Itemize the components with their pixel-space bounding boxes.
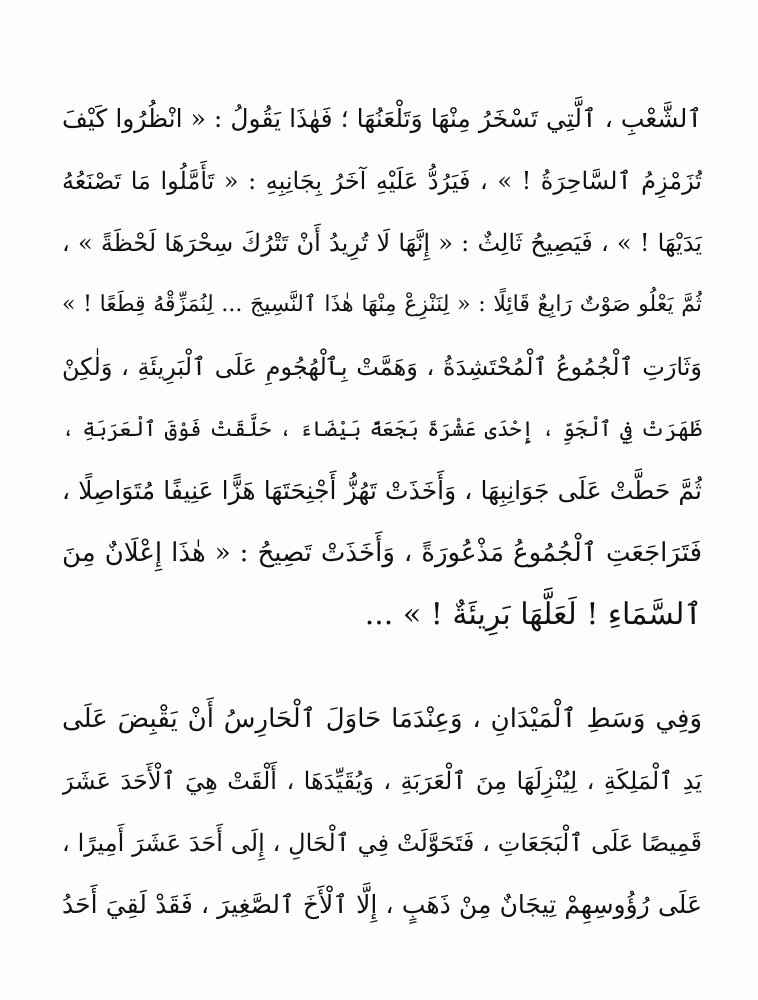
text-line: قَمِيصًا عَلَى ٱلْبَجَعَاتِ ، فَتَحَوَّلَتْ فِي ٱلْحَالِ ، إِلَى أَحَدَ عَشَرَ أَمِيرًا ، xyxy=(62,829,702,857)
paragraph-2 xyxy=(62,688,702,936)
text-line: ٱلسَّمَاءِ ! لَعَلَّهَا بَرِيئَةٌ ! » ... xyxy=(364,597,702,632)
text-line: وَفِي وَسَطِ ٱلْمَيْدَانِ ، وَعِنْدَمَا حَاوَلَ ٱلْحَارِسُ أَنْ يَقْبِضَ عَلَى xyxy=(62,704,702,734)
text-line: ثُمَّ حَطَّتْ عَلَى جَوَانِبِهَا ، وَأَخَذَتْ تَهُزُّ أَجْنِحَتَهَا هَزًّا عَنِيفًا مُتَوَاصِلًا ، xyxy=(62,476,702,505)
paragraph-1 xyxy=(62,88,702,646)
text-line: ظَهَرَتْ فِي ٱلْجَوِّ ، إِحْدَى عَشْرَةَ بَجَعَةً بَيْضَاءَ ، حَلَّقَتْ فَوْقَ ٱلْعَرَبَةِ ، xyxy=(62,417,702,441)
text-line: عَلَى رُؤُوسِهِمْ تِيجَانٌ مِنْ ذَهَبٍ ، إِلَّا ٱلْأَخَ ٱلصَّغِيرَ ، فَقَدْ لَقِيَ أَحَدُ xyxy=(62,890,702,919)
text-line: ثُمَّ يَعْلُو صَوْتٌ رَابِعٌ قَائِلًا : « لِنَنْزِعْ مِنْهَا هٰذَا ٱلنَّسِيجَ ... لِنُمَزِّقْهُ قِطَعًا ! » xyxy=(62,292,702,317)
text-line: وَثَارَتِ ٱلْجُمُوعُ ٱلْمُحْتَشِدَةُ ، وَهَمَّتْ بِٱلْهُجُومِ عَلَى ٱلْبَرِيئَةِ ، وَلٰكِنْ xyxy=(62,353,702,381)
text-line: ٱلشَّعْبِ ، ٱلَّتِي تَسْخَرُ مِنْهَا وَتَلْعَنُهَا ؛ فَهٰذَا يَقُولُ : « انْظُرُوا كَيْفَ xyxy=(62,104,702,133)
text-line: يَدِ ٱلْمَلِكَةِ ، لِيُنْزِلَهَا مِنَ ٱلْعَرَبَةِ ، وَيُقَيِّدَهَا ، أَلْقَتْ هِيَ ٱلْأَحَدَ عَشَرَ xyxy=(62,767,702,795)
text-line: يَدَيْهَا ! » ، فَيَصِيحُ ثَالِثٌ : « إِنَّهَا لَا تُرِيدُ أَنْ تَتْرُكَ سِحْرَهَا لَحْظَةً » ، xyxy=(62,229,702,257)
text-line: تُزَمْزِمُ ٱلسَّاحِرَةُ ! » ، فَيَرُدُّ عَلَيْهِ آخَرُ بِجَانِبِهِ : « تَأَمَّلُوا مَا تَصْنَعُهُ xyxy=(62,167,702,195)
text-line: فَتَرَاجَعَتِ ٱلْجُمُوعُ مَذْعُورَةً ، وَأَخَذَتْ تَصِيحُ : « هٰذَا إِعْلَانٌ مِنَ xyxy=(62,538,702,568)
